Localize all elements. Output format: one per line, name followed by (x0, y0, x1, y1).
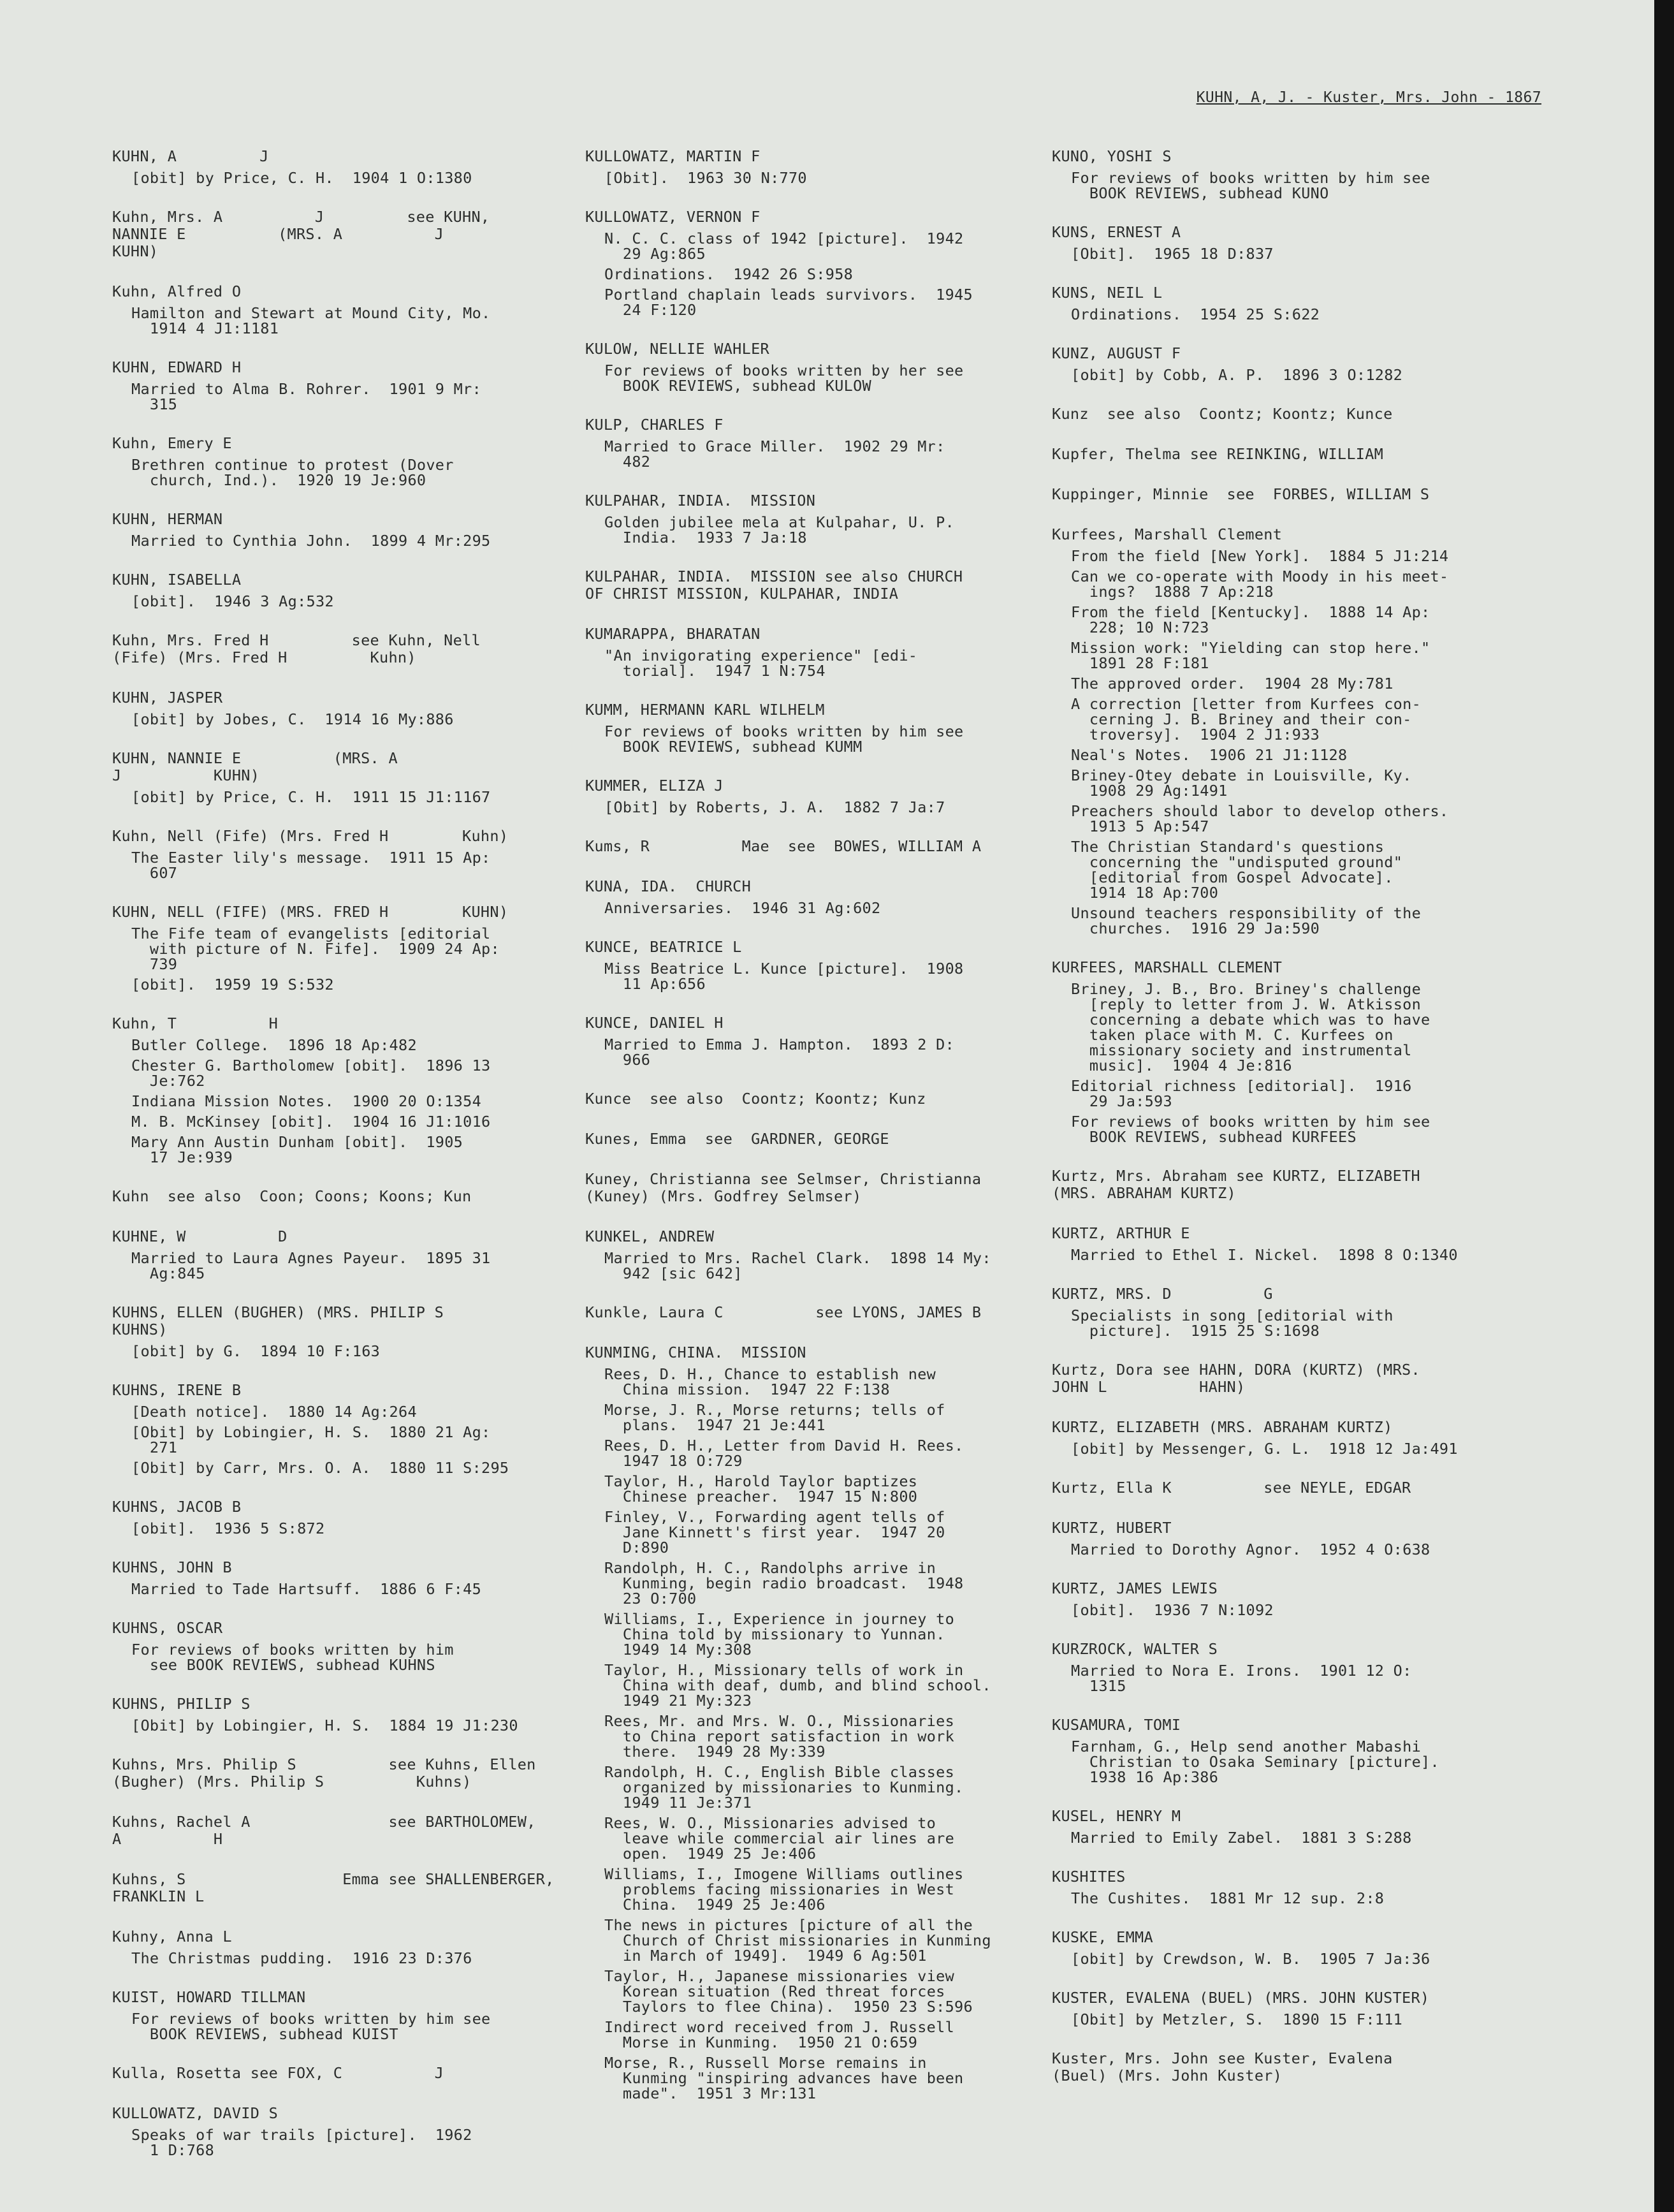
entry-heading: Kuhn, Mrs. Fred H see Kuhn, Nell (Fife) (Mrs. Fred H Kuhn) (112, 631, 481, 666)
entry-citation: Chester G. Bartholomew [obit]. 1896 13 Je:762 (131, 1057, 491, 1090)
index-entry (112, 1498, 597, 1536)
entry-citation: [Obit] by Carr, Mrs. O. A. 1880 11 S:295 (131, 1459, 509, 1477)
index-entry (112, 689, 597, 727)
entry-citation: Taylor, H., Harold Taylor baptizes Chinese preacher. 1947 15 N:800 (604, 1472, 918, 1505)
index-entry (112, 148, 597, 186)
entry-citation: For reviews of books written by him see BOOK REVIEWS, subhead KUHNS (131, 1641, 454, 1674)
index-entry (585, 209, 1089, 318)
index-entry (1052, 1168, 1568, 1202)
entry-citation: [obit] by Cobb, A. P. 1896 3 O:1282 (1071, 366, 1403, 384)
entry-heading: Kuhns, S Emma see SHALLENBERGER, FRANKLIN L (112, 1870, 555, 1905)
index-entry (585, 1014, 1089, 1067)
index-entry (112, 209, 597, 260)
index-entry (585, 1090, 1089, 1108)
entry-citation: Golden jubilee mela at Kulpahar, U. P. India. 1933 7 Ja:18 (604, 513, 955, 546)
entry-citation: "An invigorating experience" [edi- torial]. 1947 1 N:754 (604, 647, 918, 680)
entry-citation: Rees, Mr. and Mrs. W. O., Missionaries to China report satisfaction in work there. 1949 28 My:339 (604, 1712, 955, 1761)
entry-heading: KUSAMURA, TOMI (1052, 1716, 1181, 1734)
index-entry (112, 1813, 597, 1848)
entry-heading: KUSTER, EVALENA (BUEL) (MRS. JOHN KUSTER) (1052, 1989, 1430, 2007)
entry-heading: KURTZ, MRS. D G (1052, 1285, 1273, 1303)
entry-heading: Kuhn, Alfred O (112, 282, 242, 300)
entry-citation: Morse, R., Russell Morse remains in Kunming "inspiring advances have been made". 1951 3 Mr:131 (604, 2054, 964, 2102)
entry-heading: KUHN, EDWARD H (112, 358, 242, 376)
entry-citation: Editorial richness [editorial]. 1916 29 Ja:593 (1071, 1077, 1412, 1110)
index-entry (1052, 284, 1568, 322)
index-column-1 (112, 148, 597, 2181)
entry-citation: The Fife team of evangelists [editorial with picture of N. Fife]. 1909 24 Ap: 739 (131, 925, 500, 973)
entry-citation: Speaks of war trails [picture]. 1962 1 D:768 (131, 2126, 472, 2159)
entry-citation: [Death notice]. 1880 14 Ag:264 (131, 1403, 417, 1421)
entry-citation: Randolph, H. C., English Bible classes organized by missionaries to Kunming. 1949 11 Je:371 (604, 1763, 964, 1812)
index-entry (585, 1344, 1089, 2101)
entry-heading: KUNS, NEIL L (1052, 284, 1163, 302)
index-entry (112, 1756, 597, 1791)
index-entry (1052, 1419, 1568, 1456)
entry-citation: Neal's Notes. 1906 21 J1:1128 (1071, 746, 1348, 764)
entry-citation: Married to Emma J. Hampton. 1893 2 D: 966 (604, 1036, 955, 1069)
index-entry (112, 828, 597, 881)
entry-citation: Brethren continue to protest (Dover church, Ind.). 1920 19 Je:960 (131, 456, 454, 489)
entry-heading: KUMARAPPA, BHARATAN (585, 625, 761, 643)
entry-heading: KUSHITES (1052, 1868, 1126, 1886)
entry-heading: Kuhny, Anna L (112, 1928, 232, 1945)
index-entry (1052, 2050, 1568, 2084)
entry-citation: The Christian Standard's questions concerning the "undisputed ground" [editorial from Gospel Advocate]. 1914 18 Ap:700 (1071, 838, 1403, 902)
entry-citation: Married to Ethel I. Nickel. 1898 8 O:1340 (1071, 1246, 1458, 1264)
entry-heading: KUMMER, ELIZA J (585, 777, 724, 795)
index-entry (1052, 1520, 1568, 1557)
entry-heading: KULPAHAR, INDIA. MISSION (585, 492, 816, 509)
index-entry (1052, 1989, 1568, 2027)
entry-citation: A correction [letter from Kurfees con- cerning J. B. Briney and their con- troversy]. 1904 2 J1:933 (1071, 695, 1422, 743)
index-entry (112, 2105, 597, 2158)
entry-heading: KULPAHAR, INDIA. MISSION see also CHURCH OF CHRIST MISSION, KULPAHAR, INDIA (585, 568, 963, 603)
entry-heading: KUMM, HERMANN KARL WILHELM (585, 701, 825, 719)
index-entry (585, 416, 1089, 469)
index-entry (112, 1382, 597, 1476)
index-entry (112, 1304, 597, 1359)
entry-heading: KUHN, HERMAN (112, 510, 223, 528)
entry-heading: KURFEES, MARSHALL CLEMENT (1052, 958, 1283, 976)
entry-citation: Specialists in song [editorial with picture]. 1915 25 S:1698 (1071, 1307, 1394, 1340)
index-entry (1052, 1808, 1568, 1845)
entry-citation: [obit] by G. 1894 10 F:163 (131, 1342, 381, 1360)
entry-citation: [obit]. 1959 19 S:532 (131, 976, 334, 993)
entry-heading: Kunce see also Coontz; Koontz; Kunz (585, 1090, 926, 1108)
entry-heading: KUHN, NANNIE E (MRS. A J KUHN) (112, 749, 398, 784)
entry-citation: Indirect word received from J. Russell Morse in Kunming. 1950 21 O:659 (604, 2018, 955, 2051)
entry-heading: KUNMING, CHINA. MISSION (585, 1344, 806, 1361)
entry-citation: For reviews of books written by him see BOOK REVIEWS, subhead KUNO (1071, 169, 1430, 202)
index-entry (1052, 526, 1568, 936)
entry-heading: Kurtz, Ella K see NEYLE, EDGAR (1052, 1479, 1411, 1497)
entry-citation: Can we co-operate with Moody in his meet- ings? 1888 7 Ap:218 (1071, 568, 1449, 601)
entry-citation: Briney, J. B., Bro. Briney's challenge [reply to letter from J. W. Atkisson concerning a debate which was to have taken place with M. C. Kurfees on missionary society and instrumental music]. 1904 4 Je:816 (1071, 980, 1430, 1074)
index-entry (112, 632, 597, 666)
entry-citation: M. B. McKinsey [obit]. 1904 16 J1:1016 (131, 1113, 491, 1131)
index-column-3 (1052, 148, 1568, 2107)
index-entry (1052, 1717, 1568, 1785)
index-entry (1052, 1225, 1568, 1263)
index-entry (1052, 446, 1568, 463)
index-entry (585, 626, 1089, 678)
index-entry (585, 568, 1089, 603)
entry-citation: The approved order. 1904 28 My:781 (1071, 675, 1394, 692)
entry-citation: Married to Grace Miller. 1902 29 Mr: 482 (604, 437, 945, 471)
entry-citation: [obit] by Jobes, C. 1914 16 My:886 (131, 710, 454, 728)
index-entry (585, 777, 1089, 815)
entry-heading: KUHNS, ELLEN (BUGHER) (MRS. PHILIP S KUHNS) (112, 1303, 444, 1338)
entry-heading: Kuney, Christianna see Selmser, Christianna (Kuney) (Mrs. Godfrey Selmser) (585, 1170, 982, 1205)
entry-citation: [obit] by Price, C. H. 1911 15 J1:1167 (131, 788, 491, 806)
index-entry (112, 1871, 597, 1905)
index-entry (1052, 1929, 1568, 1967)
entry-heading: KUNCE, DANIEL H (585, 1014, 724, 1032)
index-entry (1052, 345, 1568, 383)
index-entry (112, 750, 597, 805)
index-entry (1052, 486, 1568, 503)
entry-citation: Miss Beatrice L. Kunce [picture]. 1908 11 Ap:656 (604, 960, 964, 993)
entry-heading: KUHNS, PHILIP S (112, 1695, 251, 1713)
entry-citation: Rees, D. H., Letter from David H. Rees. 1947 18 O:729 (604, 1437, 964, 1470)
entry-citation: The news in pictures [picture of all the Church of Christ missionaries in Kunming in March of 1949]. 1949 6 Ag:501 (604, 1916, 991, 1965)
entry-heading: KUHNS, JACOB B (112, 1498, 242, 1516)
entry-citation: For reviews of books written by him see BOOK REVIEWS, subhead KURFEES (1071, 1113, 1430, 1146)
entry-citation: For reviews of books written by him see BOOK REVIEWS, subhead KUMM (604, 722, 964, 756)
entry-heading: Kuster, Mrs. John see Kuster, Evalena (Buel) (Mrs. John Kuster) (1052, 2049, 1393, 2084)
entry-heading: Kurtz, Dora see HAHN, DORA (KURTZ) (MRS. JOHN L HAHN) (1052, 1361, 1420, 1396)
entry-heading: KUSKE, EMMA (1052, 1928, 1153, 1946)
entry-heading: KUIST, HOWARD TILLMAN (112, 1988, 306, 2006)
entry-citation: For reviews of books written by her see BOOK REVIEWS, subhead KULOW (604, 362, 964, 395)
entry-citation: Married to Cynthia John. 1899 4 Mr:295 (131, 532, 491, 550)
entry-citation: N. C. C. class of 1942 [picture]. 1942 29 Ag:865 (604, 230, 964, 263)
entry-heading: KURTZ, ARTHUR E (1052, 1224, 1190, 1242)
index-entry (585, 1171, 1089, 1205)
index-entry (112, 1559, 597, 1597)
entry-heading: Kupfer, Thelma see REINKING, WILLIAM (1052, 445, 1384, 463)
entry-heading: KURTZ, JAMES LEWIS (1052, 1579, 1218, 1597)
entry-citation: Married to Mrs. Rachel Clark. 1898 14 My: 942 [sic 642] (604, 1249, 991, 1282)
index-entry (1052, 1868, 1568, 1906)
index-entry (112, 1696, 597, 1733)
entry-heading: KULLOWATZ, MARTIN F (585, 147, 761, 165)
index-entry (1052, 1285, 1568, 1338)
entry-citation: Williams, I., Experience in journey to China told by missionary to Yunnan. 1949 14 My:308 (604, 1610, 955, 1659)
index-entry (1052, 224, 1568, 261)
entry-heading: KUNS, ERNEST A (1052, 223, 1181, 241)
entry-heading: KUSEL, HENRY M (1052, 1807, 1181, 1825)
entry-heading: Kuhn see also Coon; Coons; Koons; Kun (112, 1187, 472, 1205)
entry-heading: Kulla, Rosetta see FOX, C J (112, 2064, 444, 2082)
index-entry (585, 492, 1089, 545)
entry-citation: Mission work: "Yielding can stop here." 1891 28 F:181 (1071, 639, 1430, 672)
entry-heading: KUNCE, BEATRICE L (585, 938, 742, 956)
entry-heading: KUHN, ISABELLA (112, 571, 242, 589)
index-entry (112, 283, 597, 336)
entry-citation: [Obit] by Roberts, J. A. 1882 7 Ja:7 (604, 798, 945, 816)
index-entry (1052, 406, 1568, 423)
entry-heading: KUHNS, JOHN B (112, 1558, 232, 1576)
entry-citation: Married to Emily Zabel. 1881 3 S:288 (1071, 1829, 1412, 1847)
entry-citation: Ordinations. 1954 25 S:622 (1071, 305, 1320, 323)
index-entry (1052, 1361, 1568, 1396)
entry-citation: Randolph, H. C., Randolphs arrive in Kunming, begin radio broadcast. 1948 23 O:700 (604, 1559, 964, 1608)
entry-heading: Kunkle, Laura C see LYONS, JAMES B (585, 1303, 982, 1321)
index-entry (585, 878, 1089, 916)
index-entry (1052, 959, 1568, 1145)
entry-heading: KUNKEL, ANDREW (585, 1227, 715, 1245)
entry-heading: Kuhns, Rachel A see BARTHOLOMEW, A H (112, 1813, 536, 1848)
entry-heading: Kunes, Emma see GARDNER, GEORGE (585, 1130, 889, 1148)
index-entry (112, 1228, 597, 1281)
entry-heading: KUNO, YOSHI S (1052, 147, 1172, 165)
entry-heading: KURTZ, ELIZABETH (MRS. ABRAHAM KURTZ) (1052, 1418, 1393, 1436)
entry-heading: KULP, CHARLES F (585, 416, 724, 434)
entry-citation: Butler College. 1896 18 Ap:482 (131, 1036, 417, 1054)
index-entry (585, 701, 1089, 754)
entry-heading: KUNA, IDA. CHURCH (585, 877, 752, 895)
entry-citation: Married to Dorothy Agnor. 1952 4 O:638 (1071, 1541, 1430, 1558)
entry-heading: KUHNS, IRENE B (112, 1381, 242, 1399)
entry-citation: Married to Alma B. Rohrer. 1901 9 Mr: 315 (131, 380, 482, 413)
entry-citation: Married to Tade Hartsuff. 1886 6 F:45 (131, 1580, 482, 1598)
entry-heading: Kuhn, Mrs. A J see KUHN, NANNIE E (MRS. A J KUHN) (112, 208, 490, 260)
index-entry (1052, 148, 1568, 201)
entry-citation: Portland chaplain leads survivors. 1945 24 F:120 (604, 286, 973, 319)
entry-heading: Kurtz, Mrs. Abraham see KURTZ, ELIZABETH (MRS. ABRAHAM KURTZ) (1052, 1167, 1420, 1202)
entry-heading: KURZROCK, WALTER S (1052, 1640, 1218, 1658)
entry-heading: KUHNE, W D (112, 1227, 287, 1245)
running-header (1172, 89, 1541, 106)
running-header-text: KUHN, A, J. - Kuster, Mrs. John - 1867 (1196, 89, 1541, 106)
entry-heading: KUHN, NELL (FIFE) (MRS. FRED H KUHN) (112, 903, 509, 921)
entry-heading: Kuhn, Emery E (112, 434, 232, 452)
index-entry (585, 1304, 1089, 1321)
index-entry (1052, 1580, 1568, 1618)
entry-citation: Married to Laura Agnes Payeur. 1895 31 Ag:845 (131, 1249, 491, 1282)
entry-citation: [Obit] by Metzler, S. 1890 15 F:111 (1071, 2011, 1403, 2028)
entry-heading: KURTZ, HUBERT (1052, 1519, 1172, 1537)
entry-citation: Taylor, H., Missionary tells of work in China with deaf, dumb, and blind school. 1949 21 My:323 (604, 1661, 991, 1710)
entry-heading: KUHN, A J (112, 147, 269, 165)
entry-citation: Williams, I., Imogene Williams outlines problems facing missionaries in West China. 1949 25 Je:406 (604, 1865, 964, 1914)
index-entry (112, 1015, 597, 1165)
entry-citation: The Easter lily's message. 1911 15 Ap: 607 (131, 849, 491, 882)
entry-citation: Rees, D. H., Chance to establish new China mission. 1947 22 F:138 (604, 1365, 936, 1398)
index-entry (112, 1989, 597, 2042)
entry-heading: Kunz see also Coontz; Koontz; Kunce (1052, 405, 1393, 423)
entry-citation: Briney-Otey debate in Louisville, Ky. 1908 29 Ag:1491 (1071, 766, 1412, 800)
index-entry (585, 1228, 1089, 1281)
entry-citation: Hamilton and Stewart at Mound City, Mo. 1914 4 J1:1181 (131, 304, 491, 337)
entry-heading: Kuhns, Mrs. Philip S see Kuhns, Ellen (Bugher) (Mrs. Philip S Kuhns) (112, 1755, 536, 1791)
entry-citation: [Obit]. 1965 18 D:837 (1071, 245, 1274, 263)
entry-citation: For reviews of books written by him see BOOK REVIEWS, subhead KUIST (131, 2010, 491, 2043)
entry-citation: [Obit]. 1963 30 N:770 (604, 169, 807, 187)
entry-citation: Rees, W. O., Missionaries advised to leave while commercial air lines are open. 1949 25 Je:406 (604, 1814, 955, 1863)
entry-heading: KULOW, NELLIE WAHLER (585, 340, 769, 358)
entry-citation: [Obit] by Lobingier, H. S. 1884 19 J1:230 (131, 1717, 518, 1734)
entry-citation: [obit] by Price, C. H. 1904 1 O:1380 (131, 169, 472, 187)
entry-citation: Married to Nora E. Irons. 1901 12 O: 1315 (1071, 1662, 1412, 1695)
index-entry (112, 1188, 597, 1205)
entry-heading: KUHNS, OSCAR (112, 1619, 223, 1637)
entry-citation: [obit] by Messenger, G. L. 1918 12 Ja:491 (1071, 1440, 1458, 1458)
entry-heading: Kuhn, Nell (Fife) (Mrs. Fred H Kuhn) (112, 827, 509, 845)
entry-heading: KUNZ, AUGUST F (1052, 344, 1181, 362)
entry-heading: KULLOWATZ, VERNON F (585, 208, 761, 226)
entry-heading: KULLOWATZ, DAVID S (112, 2104, 279, 2122)
entry-citation: Anniversaries. 1946 31 Ag:602 (604, 899, 881, 917)
entry-heading: Kurfees, Marshall Clement (1052, 525, 1283, 543)
index-entry (112, 571, 597, 609)
entry-citation: Farnham, G., Help send another Mabashi Christian to Osaka Seminary [picture]. 1938 16 Ap:386 (1071, 1738, 1439, 1786)
index-entry (112, 2065, 597, 2082)
entry-citation: Preachers should labor to develop others. 1913 5 Ap:547 (1071, 802, 1449, 835)
index-entry (112, 511, 597, 548)
entry-heading: Kums, R Mae see BOWES, WILLIAM A (585, 837, 982, 855)
entry-citation: [obit]. 1936 7 N:1092 (1071, 1601, 1274, 1619)
entry-citation: The Cushites. 1881 Mr 12 sup. 2:8 (1071, 1889, 1385, 1907)
entry-citation: [obit]. 1936 5 S:872 (131, 1520, 325, 1537)
entry-citation: The Christmas pudding. 1916 23 D:376 (131, 1949, 472, 1967)
entry-citation: From the field [New York]. 1884 5 J1:214 (1071, 547, 1449, 565)
entry-citation: [Obit] by Lobingier, H. S. 1880 21 Ag: 271 (131, 1423, 491, 1456)
entry-heading: Kuhn, T H (112, 1014, 279, 1032)
index-entry (585, 939, 1089, 992)
entry-citation: From the field [Kentucky]. 1888 14 Ap: 228; 10 N:723 (1071, 603, 1430, 636)
entry-citation: Finley, V., Forwarding agent tells of Jane Kinnett's first year. 1947 20 D:890 (604, 1508, 945, 1556)
entry-citation: Indiana Mission Notes. 1900 20 O:1354 (131, 1092, 482, 1110)
index-entry (585, 148, 1089, 186)
index-entry (112, 904, 597, 992)
entry-heading: Kuppinger, Minnie see FORBES, WILLIAM S (1052, 485, 1430, 503)
index-entry (112, 359, 597, 412)
entry-citation: Mary Ann Austin Dunham [obit]. 1905 17 Je:939 (131, 1133, 463, 1166)
index-column-2 (585, 148, 1089, 2124)
index-entry (1052, 1479, 1568, 1497)
index-entry (585, 838, 1089, 855)
entry-citation: Unsound teachers responsibility of the churches. 1916 29 Ja:590 (1071, 904, 1422, 937)
entry-heading: KUHN, JASPER (112, 689, 223, 707)
index-entry (112, 1928, 597, 1966)
index-entry (585, 341, 1089, 393)
index-entry (112, 1620, 597, 1673)
entry-citation: [obit] by Crewdson, W. B. 1905 7 Ja:36 (1071, 1950, 1430, 1968)
entry-citation: [obit]. 1946 3 Ag:532 (131, 592, 334, 610)
entry-citation: Taylor, H., Japanese missionaries view Korean situation (Red threat forces Taylors to flee China). 1950 23 S:596 (604, 1967, 973, 2016)
index-entry (112, 435, 597, 488)
entry-citation: Morse, J. R., Morse returns; tells of plans. 1947 21 Je:441 (604, 1401, 945, 1434)
entry-citation: Ordinations. 1942 26 S:958 (604, 265, 854, 283)
index-entry (1052, 1641, 1568, 1694)
index-entry (585, 1131, 1089, 1148)
page-edge-shadow (1654, 0, 1674, 2212)
